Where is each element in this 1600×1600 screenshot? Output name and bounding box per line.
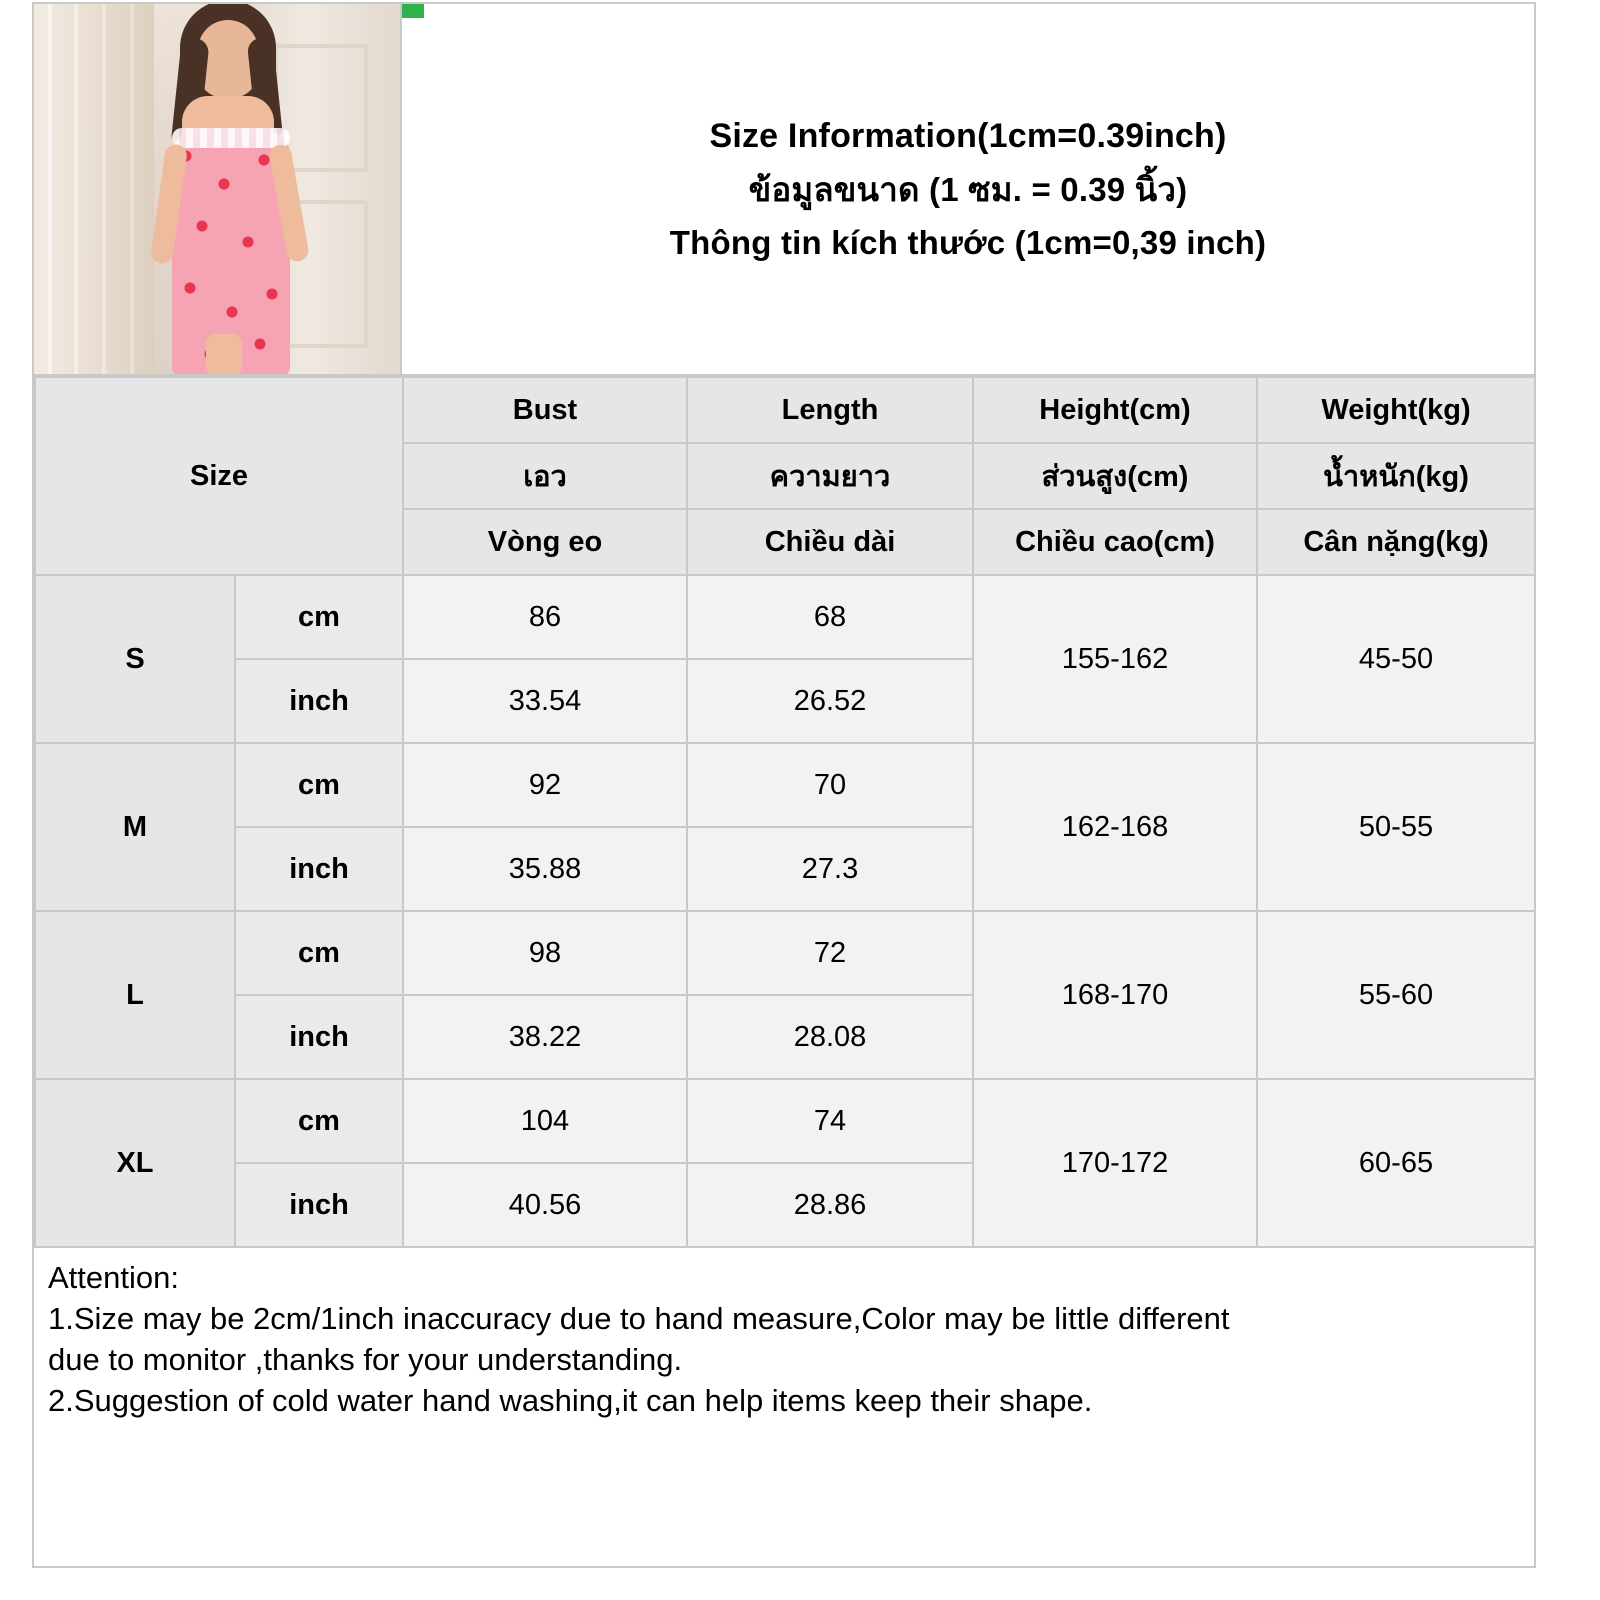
attention-note-2: 2.Suggestion of cold water hand washing,it can help items keep their shape. [48,1382,1093,1418]
title-line-vietnamese: Thông tin kích thước (1cm=0,39 inch) [669,224,1267,262]
length-inch-s: 26.52 [687,659,973,743]
length-cm-s: 68 [687,575,973,659]
length-inch-xl: 28.86 [687,1163,973,1247]
unit-cm-s: cm [235,575,403,659]
table-header-row-english [35,377,1535,443]
col-header-weight-th: น้ำหนัก(kg) [1257,443,1535,509]
unit-cm-m: cm [235,743,403,827]
weight-m: 50-55 [1257,743,1535,911]
weight-xl: 60-65 [1257,1079,1535,1247]
length-cm-xl: 74 [687,1079,973,1163]
attention-block [34,1248,1534,1422]
product-photo-cell [34,4,402,374]
bust-inch-s: 33.54 [403,659,687,743]
size-label-m: M [35,743,235,911]
photo-curtain [34,4,154,374]
bust-cm-m: 92 [403,743,687,827]
col-header-height-en: Height(cm) [973,377,1257,443]
top-band [34,4,1534,376]
col-header-length-th: ความยาว [687,443,973,509]
size-label-xl: XL [35,1079,235,1247]
table-row [35,1079,1535,1163]
title-block [402,4,1534,374]
weight-s: 45-50 [1257,575,1535,743]
col-header-length-en: Length [687,377,973,443]
photo-model [142,4,312,374]
length-cm-m: 70 [687,743,973,827]
attention-note-1a: 1.Size may be 2cm/1inch inaccuracy due to hand measure,Color may be little different [48,1300,1230,1336]
size-header-cell: Size [35,377,403,575]
unit-inch-s: inch [235,659,403,743]
height-xl: 170-172 [973,1079,1257,1247]
bust-inch-l: 38.22 [403,995,687,1079]
unit-cm-xl: cm [235,1079,403,1163]
title-line-english: Size Information(1cm=0.39inch) [709,116,1227,155]
model-photo [34,4,400,374]
bust-inch-m: 35.88 [403,827,687,911]
size-label-s: S [35,575,235,743]
bust-cm-s: 86 [403,575,687,659]
model-leg [206,334,242,374]
col-header-height-vi: Chiều cao(cm) [973,509,1257,575]
col-header-height-th: ส่วนสูง(cm) [973,443,1257,509]
weight-l: 55-60 [1257,911,1535,1079]
size-label-l: L [35,911,235,1079]
col-header-bust-en: Bust [403,377,687,443]
bust-cm-l: 98 [403,911,687,995]
unit-cm-l: cm [235,911,403,995]
unit-inch-m: inch [235,827,403,911]
length-inch-m: 27.3 [687,827,973,911]
attention-heading: Attention: [48,1260,179,1295]
height-l: 168-170 [973,911,1257,1079]
unit-inch-l: inch [235,995,403,1079]
bust-inch-xl: 40.56 [403,1163,687,1247]
dress-lace-trim [172,128,290,148]
table-row [35,743,1535,827]
length-cm-l: 72 [687,911,973,995]
length-inch-l: 28.08 [687,995,973,1079]
title-line-thai: ข้อมูลขนาด (1 ซม. = 0.39 นิ้ว) [748,171,1188,208]
size-table [34,376,1536,1248]
col-header-bust-vi: Vòng eo [403,509,687,575]
col-header-weight-vi: Cân nặng(kg) [1257,509,1535,575]
attention-note-1b: due to monitor ,thanks for your understanding. [48,1341,683,1377]
height-s: 155-162 [973,575,1257,743]
green-corner-marker [402,4,424,18]
height-m: 162-168 [973,743,1257,911]
table-row [35,575,1535,659]
col-header-weight-en: Weight(kg) [1257,377,1535,443]
bust-cm-xl: 104 [403,1079,687,1163]
size-chart-sheet [32,2,1536,1568]
unit-inch-xl: inch [235,1163,403,1247]
table-row [35,911,1535,995]
col-header-length-vi: Chiều dài [687,509,973,575]
col-header-bust-th: เอว [403,443,687,509]
